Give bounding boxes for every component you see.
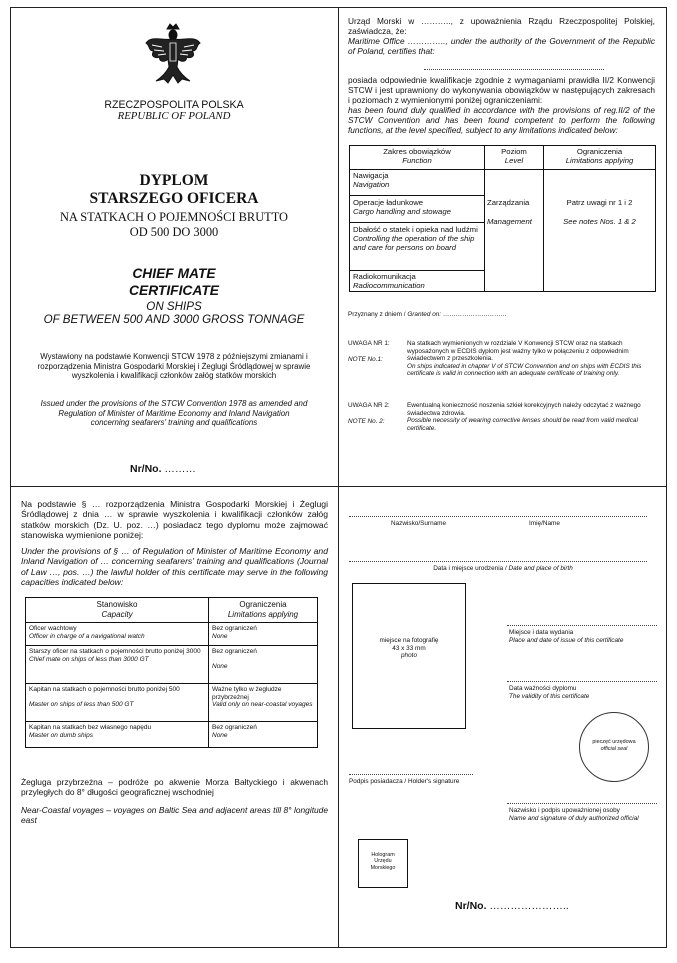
birth-label: Data i miejsce urodzenia / Date and place of birth	[433, 565, 573, 572]
surname-label: Nazwisko/Surname	[391, 520, 447, 527]
birth-line	[349, 561, 647, 562]
polish-eagle-emblem	[142, 21, 204, 87]
page-cover	[10, 7, 338, 486]
issue-line	[507, 625, 657, 626]
col-level: Poziom Level	[485, 146, 544, 170]
page-certification	[339, 7, 667, 486]
title-en-line3: ON SHIPS	[146, 300, 202, 313]
capacity-row: Kapitan na statkach bez własnego napędu Master on dumb ships	[26, 722, 209, 748]
seal-label: pieczęć urzędowa official seal	[592, 739, 636, 752]
validity-line	[507, 681, 657, 682]
certificate-number	[130, 463, 196, 475]
col-cap-limitations: Ograniczenia Limitations applying	[209, 598, 318, 623]
validity-label: Data ważności dyplomu The validity of this certificate	[509, 685, 590, 700]
coastal-en: Near-Coastal voyages – voyages on Baltic Sea and adjacent areas till 8° longitude east	[21, 805, 328, 826]
title-pl-line3: NA STATKACH O POJEMNOŚCI BRUTTO	[59, 210, 289, 224]
capacity-row: Kapitan na statkach o pojemności brutto poniżej 500 Master on ships of less than 500 GT	[26, 684, 209, 722]
col-limitations: Ograniczenia Limitations applying	[544, 146, 656, 170]
capacities-table	[25, 597, 318, 748]
title-pl-line2: STARSZEGO OFICERA	[89, 190, 259, 207]
number-label: Nr/No.	[130, 463, 162, 475]
coastal-pl: Żegluga przybrzeżna – podróże po akwenie Morza Bałtyckiego i akwenach przyległych do 8° długości geograficznej wschodniej	[21, 777, 328, 798]
col-capacity: Stanowisko Capacity	[26, 598, 209, 623]
holder-signature-label: Podpis posiadacza / Holder's signature	[349, 778, 460, 785]
issued-under-en: Issued under the provisions of the STCW Convention 1978 as amended and Regulation of Minister of Maritime Economy and Inland Navigation concerning seafarers' training and qualifications	[40, 399, 308, 428]
photo-label: miejsce na fotografię 43 x 33 mm photo	[379, 637, 439, 660]
level-cell: Zarządzania Management	[485, 170, 544, 292]
function-row: Operacje ładunkowe Cargo handling and stowage	[350, 196, 485, 223]
title-en-line4: OF BETWEEN 500 AND 3000 GROSS TONNAGE	[43, 313, 305, 326]
note2-text: Ewentualną konieczność noszenia szkieł korekcyjnych należy odczytać z ważnego świadectwa zdrowia. Possible necessity of wearing corrective lenses should be read from valid medical certificate.	[407, 402, 641, 432]
intro-pl-2: posiada odpowiednie kwalifikacje zgodnie z wymaganiami prawidła II/2 Konwencji STCW i jest uprawniony do wykonywania obowiązków w następujących zakresach i poziomach z wymienionymi poniżej ograniczeniami:	[348, 75, 655, 105]
official-label: Nazwisko i podpis upoważnionej osoby Name and signature of duly authorized official	[509, 807, 639, 822]
intro-pl-1: Urząd Morski w ……….., z upoważnienia Rządu Rzeczpospolitej Polskiej, zaświadcza, że:	[348, 16, 655, 36]
note1-text: Na statkach wymienionych w rozdziale V Konwencji STCW oraz na statkach wyposażonych w ECDIS dyplom jest ważny tylko w połączeniu z odpowiednim świadectwem z przeszkolenia. On ships indicated in chapter V of STCW Convention and on ships with ECDIS this certificate is valid in connection with an adequate certificate of training only.	[407, 340, 642, 378]
number-label-2: Nr/No.	[455, 900, 487, 912]
function-row: Radiokomunikacja Radiocommunication	[350, 271, 485, 292]
country-name-en: REPUBLIC OF POLAND	[117, 110, 231, 122]
certificate-number-2	[455, 900, 569, 912]
note2-label: UWAGA NR 2: NOTE No. 2:	[348, 402, 390, 425]
intro-en-2: has been found duly qualified in accordance with the provisions of reg.II/2 of the STCW Convention and has been found competent to perform the following functions, at the level specified, subject to any limitations indicated below:	[348, 105, 655, 135]
page-capacities	[10, 487, 338, 948]
capacities-intro-pl: Na podstawie § … rozporządzenia Ministra Gospodarki Morskiej i Żeglugi Śródlądowej z dnia … w sprawie wyszkolenia i kwalifikacji członków załóg statków morskich (Dz. U. poz. …) posiadacz tego dyplomu może zajmować stanowiska wymienione poniżej:	[21, 499, 328, 540]
number-value: ………	[164, 463, 196, 475]
limitations-cell: Patrz uwagi nr 1 i 2 See notes Nos. 1 & 2	[544, 170, 656, 292]
official-seal-circle	[579, 712, 649, 782]
capacity-limit: Bez ograniczeń None	[209, 646, 318, 684]
title-en-line1: CHIEF MATE	[132, 266, 216, 281]
issued-under-pl: Wystawiony na podstawie Konwencji STCW 1978 z późniejszymi zmianami i rozporządzenia Ministra Gospodarki Morskiej i Żeglugi Śródlądowej w sprawie wyszkolenia i kwalifikacji członków załóg statków morskich	[37, 352, 311, 381]
hologram-box: Hologram Urzędu Morskiego	[358, 839, 408, 888]
surname-name-line	[349, 516, 647, 517]
intro-en-1: Maritime Office ………….., under the authority of the Government of the Republic of Poland, certifies that:	[348, 36, 655, 56]
country-name-pl: RZECZPOSPOLITA POLSKA	[104, 99, 244, 111]
photo-box	[352, 583, 466, 729]
capacity-limit: Bez ograniczeń None	[209, 722, 318, 748]
official-line	[507, 803, 657, 804]
note1-label: UWAGA NR 1: NOTE No.1:	[348, 340, 390, 363]
col-function: Zakres obowiązków Function	[350, 146, 485, 170]
capacity-limit: Bez ograniczeń None	[209, 623, 318, 646]
title-pl-line1: DYPLOM	[139, 172, 209, 189]
function-row: Nawigacja Navigation	[350, 170, 485, 196]
capacity-row: Starszy oficer na statkach o pojemności brutto poniżej 3000 Chief mate on ships of less than 3000 GT	[26, 646, 209, 684]
issue-label: Miejsce i data wydania Place and date of issue of this certificate	[509, 629, 624, 644]
name-label: Imię/Name	[529, 520, 560, 527]
function-row: Dbałość o statek i opieka nad ludźmi Controlling the operation of the ship and care for persons on board	[350, 223, 485, 271]
capacity-row: Oficer wachtowy Officer in charge of a navigational watch	[26, 623, 209, 646]
title-pl-line4: OD 500 DO 3000	[129, 225, 219, 239]
capacity-limit: Ważne tylko w żegludze przybrzeżnej Valid only on near-coastal voyages	[209, 684, 318, 722]
holder-name-line	[424, 69, 604, 70]
number-value-2: …………………..	[489, 900, 569, 912]
holder-signature-line	[349, 774, 473, 775]
title-en-line2: CERTIFICATE	[129, 283, 219, 298]
page-holder-details	[339, 487, 667, 948]
granted-on: Przyznany z dniem / Granted on: …………………………	[348, 311, 507, 318]
capacities-intro-en: Under the provisions of § … of Regulation of Minister of Maritime Economy and Inland Navigation of … concerning seafarers' training and qualifications (Journal of Law …, pos. …) the lawful holder of this certificate may serve in the following capacities indicated below:	[21, 546, 328, 587]
functions-table	[349, 145, 656, 292]
